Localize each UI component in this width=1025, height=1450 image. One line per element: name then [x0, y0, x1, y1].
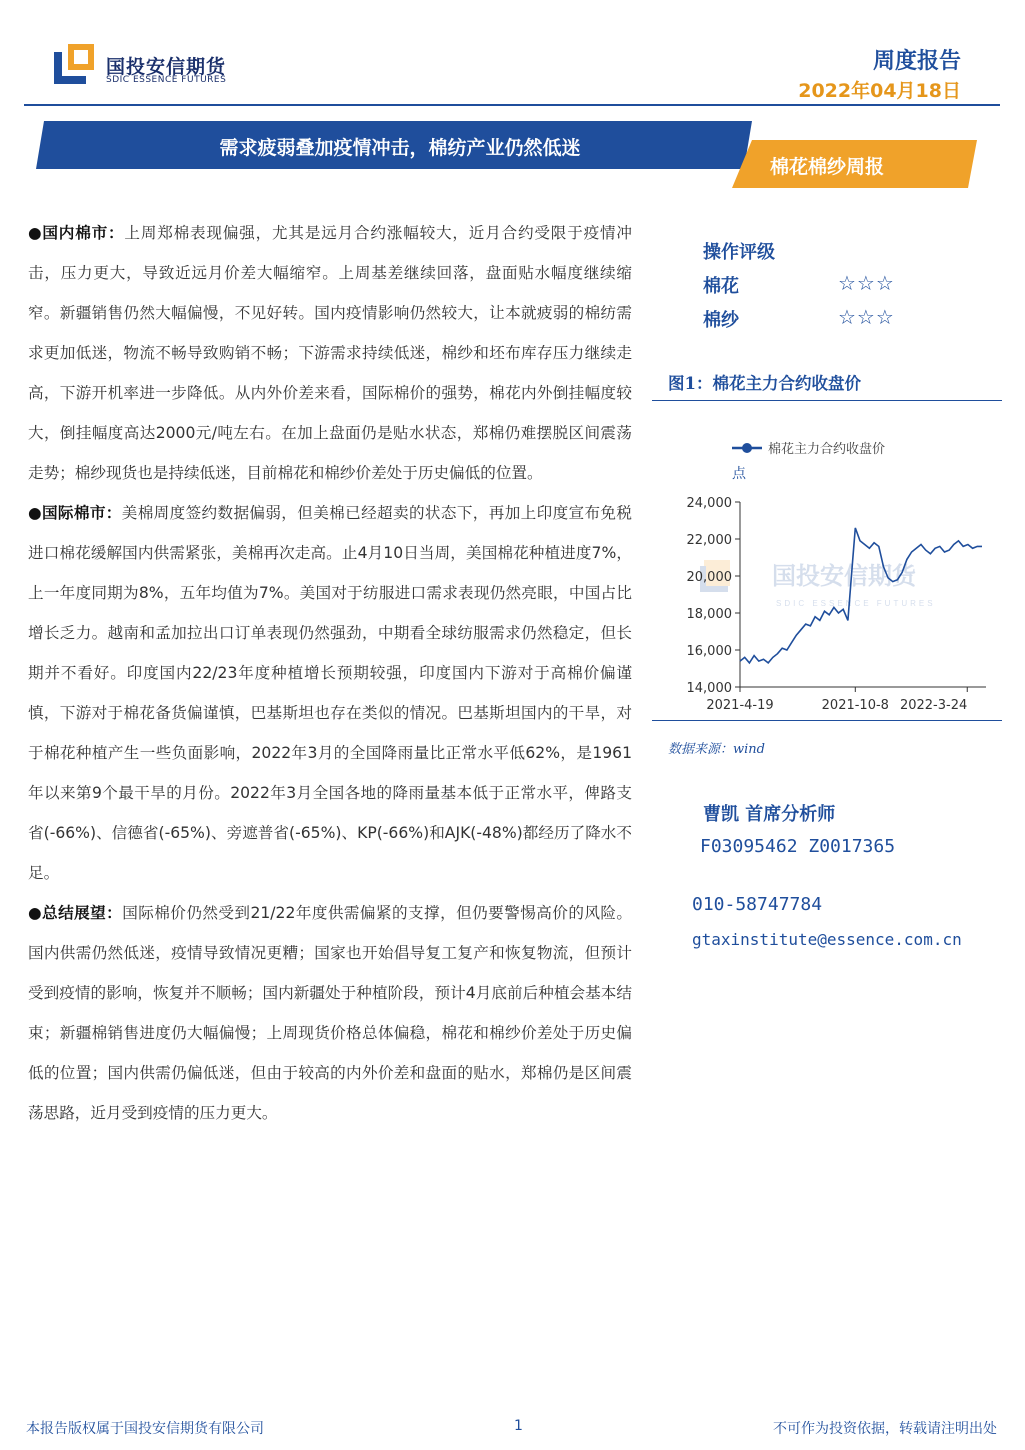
legend-label: 棉花主力合约收盘价	[768, 442, 886, 457]
x-tick-label: 2021-10-8	[821, 698, 889, 713]
section-domestic	[28, 213, 632, 493]
watermark	[700, 560, 936, 608]
y-tick-label: 16,000	[686, 644, 732, 659]
section-text: 国际棉价仍然受到21/22年度供需偏紧的支撑，但仍要警惕高价的风险。国内供需仍然低迷，疫情导致情况更糟；国家也开始倡导复工复产和恢复物流，但预计受到疫情的影响，恢复并不顺畅；国内新疆处于种植阶段，预计4月底前后种植会基本结束；新疆棉销售进度仍大幅偏慢；上周现货价格总体偏稳，棉花和棉纱价差处于历史偏低的位置；国内供需仍偏低迷，但由于较高的内外价差和盘面的贴水，郑棉仍是区间震荡思路，近月受到疫情的压力更大。	[28, 904, 632, 1122]
x-ticks	[706, 687, 967, 713]
y-tick-label: 24,000	[686, 496, 732, 511]
section-text: 美棉周度签约数据偏弱，但美棉已经超卖的状态下，再加上印度宣布免税进口棉花缓解国内供需紧张，美棉再次走高。止4月10日当周，美国棉花种植进度7%，上一年度同期为8%，五年均值为7%。美国对于纺服进口需求表现仍然亮眼，中国占比增长乏力。越南和孟加拉出口订单表现仍然强劲，中期看全球纺服需求仍然稳定，但长期并不看好。印度国内22/23年度种植增长预期较强，印度国内下游对于高棉价偏谨慎，下游对于棉花备货偏谨慎，巴基斯坦也存在类似的情况。巴基斯坦国内的干旱，对于棉花种植产生一些负面影响，2022年3月的全国降雨量比正常水平低62%，是1961年以来第9个最干旱的月份。2022年3月全国各地的降雨量基本低于正常水平，俾路支省(-66%)、信德省(-65%)、旁遮普省(-65%)、KP(-66%)和AJK(-48%)都经历了降水不足。	[28, 504, 632, 882]
y-tick-label: 14,000	[686, 681, 732, 696]
figure-divider-top	[652, 400, 1002, 401]
section-label: ●总结展望：	[28, 904, 123, 922]
price-chart	[652, 402, 1002, 720]
section-international	[28, 493, 632, 893]
legend-marker	[742, 443, 752, 453]
section-label: ●国内棉市：	[28, 224, 125, 242]
y-tick-label: 18,000	[686, 607, 732, 622]
section-label: ●国际棉市：	[28, 504, 122, 522]
analyst-email: gtaxinstitute@essence.com.cn	[692, 930, 962, 949]
figure-divider-bottom	[652, 720, 1002, 721]
analyst-license: F03095462 Z0017365	[700, 836, 896, 857]
data-source: 数据来源：wind	[668, 742, 765, 757]
report-subtitle: 棉花棉纱周报	[769, 156, 884, 178]
y-tick-label: 22,000	[686, 533, 732, 548]
report-type: 周度报告	[872, 49, 961, 74]
report-title: 需求疲弱叠加疫情冲击，棉纺产业仍然低迷	[219, 137, 581, 159]
rating-yarn-stars: ☆☆☆	[838, 305, 895, 329]
footer-copyright: 本报告版权属于国投安信期货有限公司	[26, 1421, 264, 1437]
series-line-cotton	[740, 528, 982, 663]
rating-cotton-label: 棉花	[703, 276, 739, 297]
footer-page-number: 1	[514, 1418, 523, 1434]
company-name-cn: 国投安信期货	[106, 56, 227, 78]
watermark-en: SDIC ESSENCE FUTURES	[776, 599, 936, 608]
analyst-name: 曹凯 首席分析师	[703, 804, 836, 825]
rating-yarn-label: 棉纱	[703, 310, 739, 331]
section-outlook	[28, 893, 632, 1133]
company-logo-icon	[54, 44, 94, 84]
body-column	[28, 213, 632, 1133]
analyst-phone: 010-58747784	[692, 894, 823, 915]
y-tick-label: 20,000	[686, 570, 732, 585]
watermark-cn: 国投安信期货	[772, 563, 916, 590]
header-divider	[24, 104, 1000, 106]
rating-title: 操作评级	[703, 242, 775, 263]
company-name-en: SDIC ESSENCE FUTURES	[106, 75, 227, 85]
rating-cotton-stars: ☆☆☆	[838, 271, 895, 295]
section-text: 上周郑棉表现偏强，尤其是远月合约涨幅较大，近月合约受限于疫情冲击，压力更大，导致近远月价差大幅缩窄。上周基差继续回落，盘面贴水幅度继续缩窄。新疆销售仍然大幅偏慢，不见好转。国内疫情影响仍然较大，让本就疲弱的棉纺需求更加低迷，物流不畅导致购销不畅；下游需求持续低迷，棉纱和坯布库存压力继续走高，下游开机率进一步降低。从内外价差来看，国际棉价的强势，棉花内外倒挂幅度较大，倒挂幅度高达2000元/吨左右。在加上盘面仍是贴水状态，郑棉仍难摆脱区间震荡走势；棉纱现货也是持续低迷，目前棉花和棉纱价差处于历史偏低的位置。	[28, 224, 632, 482]
x-tick-label: 2022-3-24	[899, 698, 968, 713]
y-ticks	[687, 496, 741, 696]
x-tick-label: 2021-4-19	[706, 698, 774, 713]
unit-label: 点	[732, 466, 746, 482]
footer-disclaimer: 不可作为投资依据，转载请注明出处	[773, 1421, 997, 1437]
report-date: 2022年04月18日	[798, 80, 961, 102]
figure-title: 图1：棉花主力合约收盘价	[668, 374, 861, 393]
